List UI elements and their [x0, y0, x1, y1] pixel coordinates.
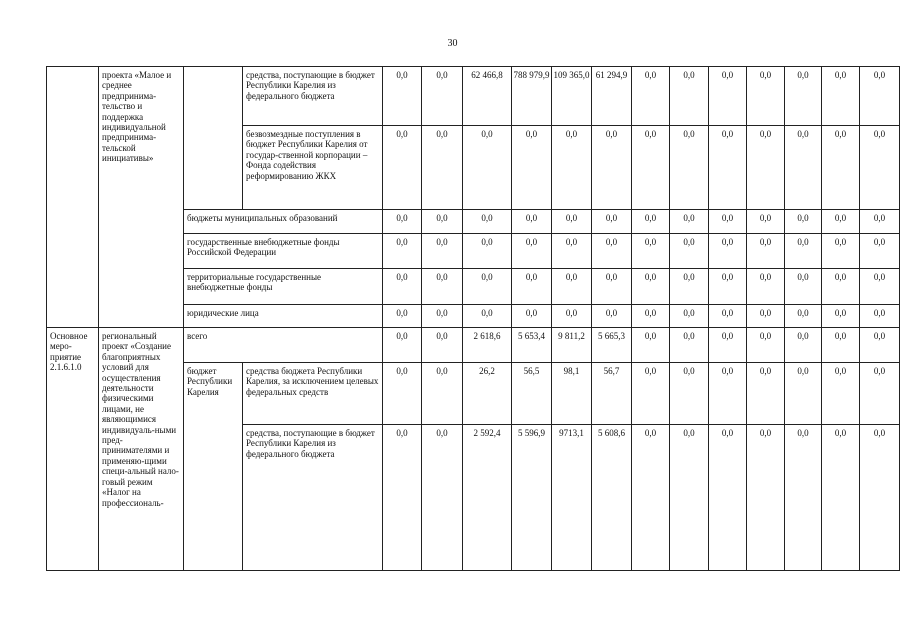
value-cell: 5 596,9 [512, 425, 552, 571]
value-cell: 0,0 [632, 126, 670, 210]
value-cell: 0,0 [632, 363, 670, 425]
value-cell: 0,0 [670, 363, 709, 425]
value-cell: 0,0 [785, 363, 822, 425]
value-cell: 0,0 [383, 210, 422, 234]
value-cell: 0,0 [709, 126, 747, 210]
value-cell: 0,0 [512, 210, 552, 234]
project-cell: проекта «Малое и среднее предпринима-тельство и поддержка индивидуальной предпринима-тельской инициативы» [99, 67, 184, 328]
row-label: юридические лица [184, 305, 383, 328]
value-cell: 0,0 [709, 234, 747, 269]
value-cell: 0,0 [552, 234, 592, 269]
value-cell: 0,0 [383, 234, 422, 269]
value-cell: 0,0 [422, 328, 463, 363]
value-cell: 0,0 [670, 269, 709, 305]
value-cell: 0,0 [422, 67, 463, 126]
value-cell: 0,0 [552, 269, 592, 305]
value-cell: 0,0 [822, 305, 860, 328]
value-cell: 0,0 [463, 269, 512, 305]
value-cell: 0,0 [709, 67, 747, 126]
value-cell: 0,0 [383, 425, 422, 571]
value-cell: 0,0 [670, 234, 709, 269]
value-cell: 0,0 [632, 305, 670, 328]
measure-cell [47, 67, 99, 328]
source-cell [184, 67, 243, 210]
value-cell: 0,0 [747, 305, 785, 328]
value-cell: 0,0 [860, 425, 900, 571]
value-cell: 0,0 [552, 305, 592, 328]
value-cell: 2 618,6 [463, 328, 512, 363]
value-cell: 0,0 [822, 234, 860, 269]
value-cell: 0,0 [422, 425, 463, 571]
value-cell: 0,0 [785, 234, 822, 269]
value-cell: 0,0 [592, 126, 632, 210]
value-cell: 0,0 [822, 425, 860, 571]
table-body [47, 67, 900, 571]
table-row [47, 328, 900, 363]
row-label: средства, поступающие в бюджет Республики Карелия из федерального бюджета [243, 67, 383, 126]
value-cell: 56,5 [512, 363, 552, 425]
value-cell: 0,0 [822, 126, 860, 210]
value-cell: 5 665,3 [592, 328, 632, 363]
value-cell: 0,0 [422, 126, 463, 210]
value-cell: 0,0 [422, 234, 463, 269]
value-cell: 0,0 [747, 328, 785, 363]
value-cell: 0,0 [383, 269, 422, 305]
value-cell: 0,0 [822, 67, 860, 126]
value-cell: 0,0 [463, 210, 512, 234]
value-cell: 0,0 [512, 126, 552, 210]
row-label: средства бюджета Республики Карелия, за исключением целевых федеральных средств [243, 363, 383, 425]
value-cell: 0,0 [747, 234, 785, 269]
value-cell: 0,0 [709, 305, 747, 328]
value-cell: 61 294,9 [592, 67, 632, 126]
value-cell: 0,0 [822, 328, 860, 363]
value-cell: 0,0 [512, 234, 552, 269]
value-cell: 0,0 [670, 67, 709, 126]
value-cell: 0,0 [383, 126, 422, 210]
value-cell: 0,0 [632, 234, 670, 269]
value-cell: 0,0 [860, 305, 900, 328]
value-cell: 5 653,4 [512, 328, 552, 363]
value-cell: 0,0 [512, 269, 552, 305]
measure-cell: Основное меро-приятие 2.1.6.1.0 [47, 328, 99, 571]
value-cell: 0,0 [632, 210, 670, 234]
value-cell: 0,0 [785, 305, 822, 328]
value-cell: 0,0 [822, 210, 860, 234]
value-cell: 56,7 [592, 363, 632, 425]
value-cell: 0,0 [463, 234, 512, 269]
value-cell: 62 466,8 [463, 67, 512, 126]
value-cell: 0,0 [709, 425, 747, 571]
page-number: 30 [447, 38, 458, 49]
value-cell: 0,0 [747, 210, 785, 234]
value-cell: 0,0 [512, 305, 552, 328]
value-cell: 0,0 [463, 126, 512, 210]
value-cell: 0,0 [670, 210, 709, 234]
project-cell: региональный проект «Создание благоприятных условий для осуществления деятельности физическими лицами, не являющимися индивидуаль-ными пред-принимателями и применяю-щими специ-альный нало-говый режим «Налог на профессиональ- [99, 328, 184, 571]
value-cell: 0,0 [785, 425, 822, 571]
value-cell: 0,0 [747, 67, 785, 126]
value-cell: 0,0 [422, 269, 463, 305]
value-cell: 0,0 [383, 328, 422, 363]
value-cell: 0,0 [592, 210, 632, 234]
row-label: безвозмездные поступления в бюджет Республики Карелия от государ-ственной корпорации – Фонда содействия реформированию ЖКХ [243, 126, 383, 210]
value-cell: 788 979,9 [512, 67, 552, 126]
row-label: бюджеты муниципальных образований [184, 210, 383, 234]
value-cell: 0,0 [860, 363, 900, 425]
value-cell: 0,0 [785, 67, 822, 126]
value-cell: 0,0 [670, 425, 709, 571]
value-cell: 9 811,2 [552, 328, 592, 363]
value-cell: 0,0 [670, 328, 709, 363]
value-cell: 0,0 [592, 305, 632, 328]
value-cell: 0,0 [860, 210, 900, 234]
value-cell: 0,0 [422, 363, 463, 425]
value-cell: 0,0 [709, 269, 747, 305]
value-cell: 0,0 [422, 305, 463, 328]
row-label: государственные внебюджетные фонды Российской Федерации [184, 234, 383, 269]
value-cell: 2 592,4 [463, 425, 512, 571]
value-cell: 0,0 [632, 269, 670, 305]
value-cell: 0,0 [785, 328, 822, 363]
value-cell: 0,0 [709, 328, 747, 363]
value-cell: 98,1 [552, 363, 592, 425]
value-cell: 0,0 [785, 269, 822, 305]
value-cell: 0,0 [860, 126, 900, 210]
value-cell: 0,0 [592, 234, 632, 269]
value-cell: 0,0 [747, 425, 785, 571]
value-cell: 0,0 [632, 328, 670, 363]
value-cell: 0,0 [822, 363, 860, 425]
value-cell: 0,0 [670, 126, 709, 210]
source-cell: бюджет Республики Карелия [184, 363, 243, 571]
row-label: средства, поступающие в бюджет Республики Карелия из федерального бюджета [243, 425, 383, 571]
value-cell: 0,0 [383, 305, 422, 328]
value-cell: 26,2 [463, 363, 512, 425]
value-cell: 0,0 [822, 269, 860, 305]
value-cell: 0,0 [632, 425, 670, 571]
value-cell: 0,0 [747, 269, 785, 305]
value-cell: 0,0 [463, 305, 512, 328]
value-cell: 0,0 [552, 126, 592, 210]
value-cell: 9713,1 [552, 425, 592, 571]
value-cell: 0,0 [860, 67, 900, 126]
value-cell: 0,0 [709, 363, 747, 425]
value-cell: 109 365,0 [552, 67, 592, 126]
value-cell: 0,0 [709, 210, 747, 234]
value-cell: 0,0 [632, 67, 670, 126]
value-cell: 0,0 [422, 210, 463, 234]
value-cell: 0,0 [670, 305, 709, 328]
value-cell: 0,0 [552, 210, 592, 234]
row-label: всего [184, 328, 383, 363]
value-cell: 0,0 [383, 67, 422, 126]
value-cell: 0,0 [860, 328, 900, 363]
row-label: территориальные государственные внебюджетные фонды [184, 269, 383, 305]
value-cell: 0,0 [785, 210, 822, 234]
value-cell: 0,0 [747, 126, 785, 210]
value-cell: 0,0 [383, 363, 422, 425]
value-cell: 5 608,6 [592, 425, 632, 571]
table-row [47, 67, 900, 126]
value-cell: 0,0 [860, 269, 900, 305]
value-cell: 0,0 [592, 269, 632, 305]
budget-table [46, 66, 900, 571]
value-cell: 0,0 [747, 363, 785, 425]
value-cell: 0,0 [860, 234, 900, 269]
value-cell: 0,0 [785, 126, 822, 210]
